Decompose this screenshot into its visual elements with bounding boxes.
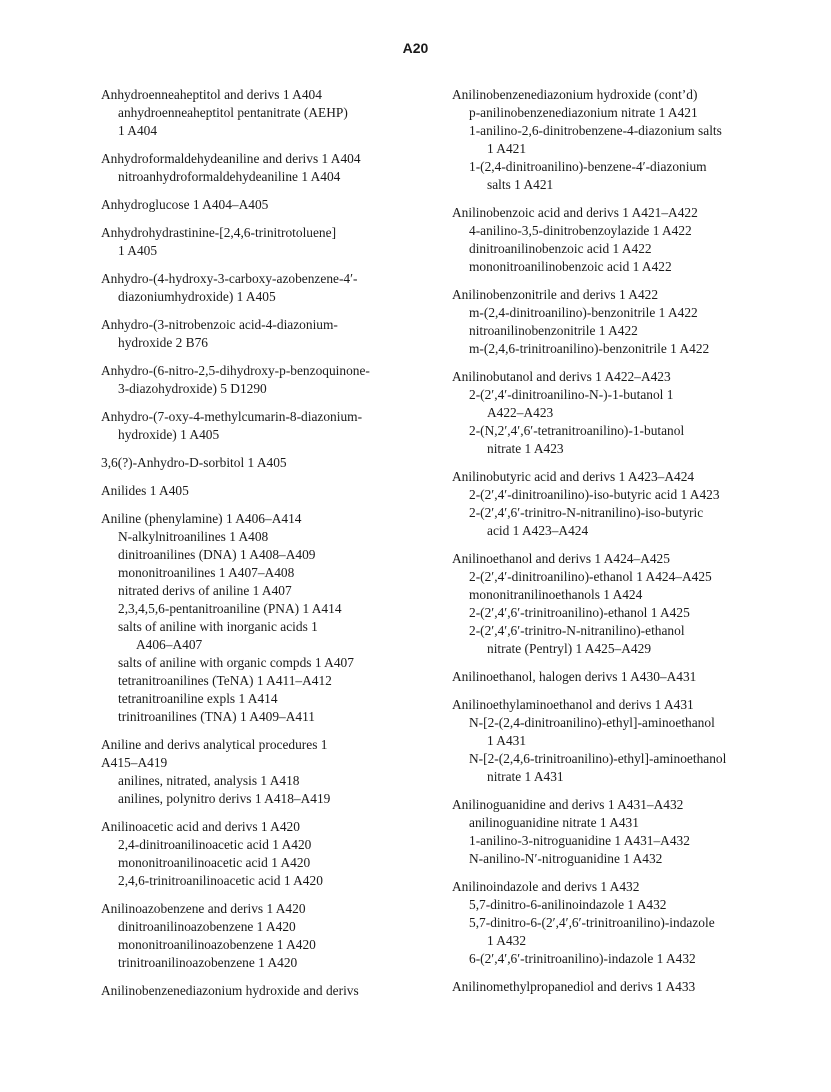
index-entry [101, 196, 441, 214]
index-entry [101, 270, 441, 306]
index-subentry: 1-(2,4-dinitroanilino)-benzene-4′-diazonium [469, 159, 707, 174]
index-heading: Anilinobenzonitrile and derivs 1 A422 [452, 287, 659, 302]
index-subentry: m-(2,4,6-trinitroanilino)-benzonitrile 1 A422 [469, 341, 710, 356]
index-subentry: mononitroanilinobenzoic acid 1 A422 [469, 259, 672, 274]
index-subentry: N-anilino-N′-nitroguanidine 1 A432 [469, 851, 663, 866]
index-entry [452, 696, 820, 786]
index-subentry: 1 A431 [487, 733, 527, 748]
index-subentry: 4-anilino-3,5-dinitrobenzoylazide 1 A422 [469, 223, 692, 238]
index-entry [101, 900, 441, 972]
index-subentry: nitrate (Pentryl) 1 A425–A429 [487, 641, 652, 656]
index-entry [452, 550, 820, 658]
index-subentry: 1 A421 [487, 141, 527, 156]
index-subentry: 2,4-dinitroanilinoacetic acid 1 A420 [118, 837, 312, 852]
index-subentry: nitroanilinobenzonitrile 1 A422 [469, 323, 638, 338]
index-subentry: hydroxide) 1 A405 [118, 427, 220, 442]
index-entry [452, 668, 820, 686]
page-number: A20 [402, 40, 429, 56]
index-heading: Anhydro-(6-nitro-2,5-dihydroxy-p-benzoquinone- [101, 363, 370, 378]
index-entry [452, 796, 820, 868]
index-subentry: trinitroanilinoazobenzene 1 A420 [118, 955, 298, 970]
index-heading: Anilides 1 A405 [101, 483, 189, 498]
index-subentry: dinitroanilines (DNA) 1 A408–A409 [118, 547, 316, 562]
index-heading: Anilinoethylaminoethanol and derivs 1 A431 [452, 697, 694, 712]
index-subentry: tetranitroaniline expls 1 A414 [118, 691, 278, 706]
index-subentry: 2-(2′,4′,6′-trinitroanilino)-ethanol 1 A425 [469, 605, 690, 620]
index-entry [101, 482, 441, 500]
index-subentry: N-alkylnitroanilines 1 A408 [118, 529, 269, 544]
index-subentry: N-[2-(2,4,6-trinitroanilino)-ethyl]-aminoethanol [469, 751, 727, 766]
index-subentry: m-(2,4-dinitroanilino)-benzonitrile 1 A422 [469, 305, 698, 320]
index-subentry: 2-(N,2′,4′,6′-tetranitroanilino)-1-butanol [469, 423, 685, 438]
index-subentry: 6-(2′,4′,6′-trinitroanilino)-indazole 1 A432 [469, 951, 696, 966]
index-entry [101, 316, 441, 352]
index-entry [452, 286, 820, 358]
index-subentry: dinitroanilinobenzoic acid 1 A422 [469, 241, 652, 256]
index-heading: Aniline (phenylamine) 1 A406–A414 [101, 511, 302, 526]
left-index-column [101, 86, 441, 1010]
index-subentry: 5,7-dinitro-6-(2′,4′,6′-trinitroanilino)-indazole [469, 915, 715, 930]
index-subentry: 1 A432 [487, 933, 527, 948]
index-entry [452, 468, 820, 540]
index-heading: Anilinobenzenediazonium hydroxide and derivs [101, 983, 359, 998]
index-subentry: anilines, nitrated, analysis 1 A418 [118, 773, 300, 788]
index-entry [101, 408, 441, 444]
index-subentry: 2-(2′,4′-dinitroanilino)-ethanol 1 A424–A425 [469, 569, 712, 584]
index-subentry: salts of aniline with inorganic acids 1 [118, 619, 318, 634]
index-subentry: mononitroanilinoazobenzene 1 A420 [118, 937, 316, 952]
index-entry [452, 204, 820, 276]
index-subentry: 1-anilino-2,6-dinitrobenzene-4-diazonium salts [469, 123, 722, 138]
index-heading: Anilinobenzenediazonium hydroxide (cont’d) [452, 87, 698, 102]
index-entry [101, 736, 441, 808]
index-subentry: p-anilinobenzenediazonium nitrate 1 A421 [469, 105, 698, 120]
index-subentry: A406–A407 [136, 637, 203, 652]
index-heading: Anilinobenzoic acid and derivs 1 A421–A422 [452, 205, 698, 220]
index-subentry: A415–A419 [101, 755, 168, 770]
index-entry [452, 978, 820, 996]
index-heading: Aniline and derivs analytical procedures 1 [101, 737, 328, 752]
index-subentry: 2-(2′,4′,6′-trinitro-N-nitranilino)-iso-butyric [469, 505, 704, 520]
index-entry [101, 510, 441, 726]
index-heading: Anhydrohydrastinine-[2,4,6-trinitrotoluene] [101, 225, 337, 240]
index-subentry: tetranitroanilines (TeNA) 1 A411–A412 [118, 673, 332, 688]
index-subentry: salts of aniline with organic compds 1 A407 [118, 655, 354, 670]
index-entry [452, 86, 820, 194]
index-subentry: 1 A405 [118, 243, 158, 258]
index-subentry: 2,4,6-trinitroanilinoacetic acid 1 A420 [118, 873, 323, 888]
index-subentry: nitroanhydroformaldehydeaniline 1 A404 [118, 169, 341, 184]
index-subentry: anilines, polynitro derivs 1 A418–A419 [118, 791, 331, 806]
index-subentry: 1-anilino-3-nitroguanidine 1 A431–A432 [469, 833, 690, 848]
index-heading: Anilinoacetic acid and derivs 1 A420 [101, 819, 300, 834]
index-subentry: 3-diazohydroxide) 5 D1290 [118, 381, 267, 396]
index-entry [101, 818, 441, 890]
index-subentry: 2-(2′,4′-dinitroanilino-N-)-1-butanol 1 [469, 387, 674, 402]
index-subentry: nitrate 1 A431 [487, 769, 564, 784]
index-subentry: mononitranilinoethanols 1 A424 [469, 587, 643, 602]
index-heading: Anilinoazobenzene and derivs 1 A420 [101, 901, 306, 916]
index-heading: Anhydro-(4-hydroxy-3-carboxy-azobenzene-4′- [101, 271, 358, 286]
index-entry [452, 878, 820, 968]
index-subentry: anilinoguanidine nitrate 1 A431 [469, 815, 639, 830]
index-heading: Anhydro-(7-oxy-4-methylcumarin-8-diazonium- [101, 409, 363, 424]
index-entry [101, 362, 441, 398]
index-heading: Anhydroenneaheptitol and derivs 1 A404 [101, 87, 322, 102]
index-entry [101, 86, 441, 140]
index-subentry: A422–A423 [487, 405, 554, 420]
index-subentry: anhydroenneaheptitol pentanitrate (AEHP) [118, 105, 348, 120]
right-index-column [452, 86, 820, 1006]
index-entry [101, 150, 441, 186]
index-subentry: 2-(2′,4′-dinitroanilino)-iso-butyric acid 1 A423 [469, 487, 720, 502]
index-subentry: nitrated derivs of aniline 1 A407 [118, 583, 292, 598]
index-heading: Anhydroglucose 1 A404–A405 [101, 197, 269, 212]
index-entry [101, 982, 441, 1000]
index-subentry: acid 1 A423–A424 [487, 523, 589, 538]
index-heading: Anilinoethanol and derivs 1 A424–A425 [452, 551, 670, 566]
index-heading: Anilinoindazole and derivs 1 A432 [452, 879, 640, 894]
index-subentry: hydroxide 2 B76 [118, 335, 209, 350]
index-subentry: mononitroanilinoacetic acid 1 A420 [118, 855, 311, 870]
index-heading: Anilinoguanidine and derivs 1 A431–A432 [452, 797, 684, 812]
index-subentry: diazoniumhydroxide) 1 A405 [118, 289, 276, 304]
index-entry [452, 368, 820, 458]
index-entry [101, 224, 441, 260]
index-heading: Anhydro-(3-nitrobenzoic acid-4-diazonium- [101, 317, 338, 332]
index-subentry: 2-(2′,4′,6′-trinitro-N-nitranilino)-ethanol [469, 623, 685, 638]
index-heading: 3,6(?)-Anhydro-D-sorbitol 1 A405 [101, 455, 287, 470]
index-heading: Anhydroformaldehydeaniline and derivs 1 A404 [101, 151, 361, 166]
index-heading: Anilinoethanol, halogen derivs 1 A430–A431 [452, 669, 697, 684]
index-subentry: dinitroanilinoazobenzene 1 A420 [118, 919, 296, 934]
index-subentry: 5,7-dinitro-6-anilinoindazole 1 A432 [469, 897, 667, 912]
index-subentry: trinitroanilines (TNA) 1 A409–A411 [118, 709, 315, 724]
index-subentry: nitrate 1 A423 [487, 441, 564, 456]
index-subentry: 2,3,4,5,6-pentanitroaniline (PNA) 1 A414 [118, 601, 342, 616]
index-entry [101, 454, 441, 472]
index-subentry: N-[2-(2,4-dinitroanilino)-ethyl]-aminoethanol [469, 715, 715, 730]
index-subentry: mononitroanilines 1 A407–A408 [118, 565, 295, 580]
index-heading: Anilinobutanol and derivs 1 A422–A423 [452, 369, 671, 384]
index-subentry: salts 1 A421 [487, 177, 554, 192]
index-heading: Anilinobutyric acid and derivs 1 A423–A424 [452, 469, 695, 484]
index-heading: Anilinomethylpropanediol and derivs 1 A433 [452, 979, 696, 994]
index-subentry: 1 A404 [118, 123, 158, 138]
